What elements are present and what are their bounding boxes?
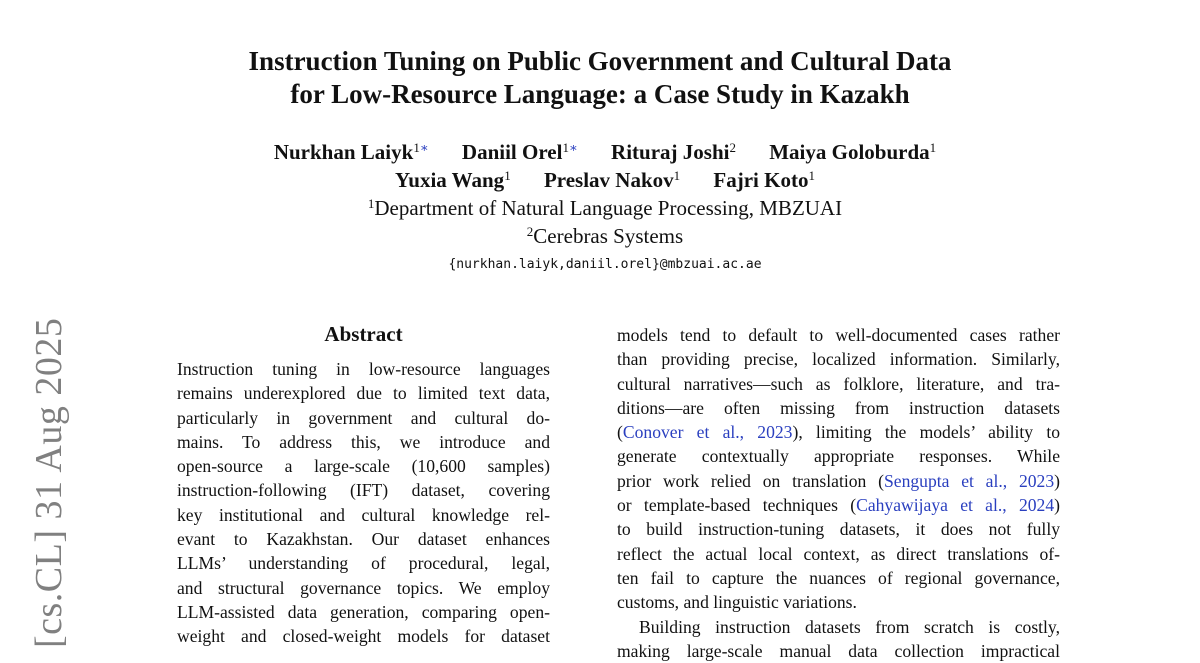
abstract-line: evant to Kazakhstan. Our dataset enhances	[177, 529, 550, 550]
body-line: or template-based techniques (Cahyawijaya et al., 2024)	[617, 495, 1060, 516]
abstract-line: remains underexplored due to limited text data,	[177, 383, 550, 404]
body-line: Building instruction datasets from scratch is costly,	[639, 616, 1060, 637]
citation-link[interactable]: Cahyawijaya et al., 2024	[856, 495, 1055, 516]
arxiv-sidebar-stamp: [cs.CL] 31 Aug 2025	[28, 317, 70, 648]
equal-contribution-mark[interactable]: ∗	[419, 140, 429, 155]
abstract-body	[177, 357, 550, 649]
abstract-line: Instruction tuning in low-resource languages	[177, 359, 550, 379]
body-line: (Conover et al., 2023), limiting the models’ ability to	[617, 422, 1060, 443]
author-row-1	[0, 138, 1200, 166]
author: Yuxia Wang$^1$	[395, 168, 511, 192]
abstract-line: particularly in government and cultural do-	[177, 407, 550, 428]
abstract-line: LLMs’ understanding of procedural, legal,	[177, 553, 550, 574]
abstract-heading: Abstract	[324, 322, 403, 346]
author: Fajri Koto$^1$	[713, 168, 815, 192]
abstract-line: instruction-following (IFT) dataset, covering	[177, 480, 550, 501]
abstract-line: LLM-assisted data generation, comparing open-	[177, 601, 550, 622]
body-line: customs, and linguistic variations.	[617, 592, 857, 613]
title-line-2: for Low-Resource Language: a Case Study in Kazakh	[290, 79, 910, 109]
affiliation-1: $^1$Department of Natural Language Processing, MBZUAI	[367, 196, 843, 220]
body-line: to build instruction-tuning datasets, it does not fully	[617, 519, 1060, 540]
author: Rituraj Joshi$^2$	[611, 140, 736, 164]
body-line: cultural narratives—such as folklore, literature, and tra-	[617, 373, 1060, 394]
abstract-line: mains. To address this, we introduce and	[177, 431, 550, 452]
body-line: ditions—are often missing from instruction datasets	[617, 397, 1060, 418]
body-line: generate contextually appropriate responses. While	[617, 446, 1060, 467]
introduction-body	[617, 323, 1060, 663]
author: Preslav Nakov$^1$	[543, 168, 681, 192]
citation-link[interactable]: Sengupta et al., 2023	[883, 470, 1055, 491]
author-list	[0, 138, 1200, 194]
body-line: making large-scale manual data collection impractical	[617, 640, 1060, 661]
abstract-line: and structural governance topics. We employ	[177, 577, 550, 598]
author-row-2	[0, 166, 1200, 194]
body-line: than providing precise, localized information. Similarly,	[617, 349, 1060, 370]
author: Maiya Goloburda$^1$	[769, 140, 937, 164]
author-email: {nurkhan.laiyk,daniil.orel}@mbzuai.ac.ae	[448, 257, 762, 272]
author: Nurkhan Laiyk$^{1∗}$	[273, 140, 429, 164]
citation-link[interactable]: Conover et al., 2023	[622, 422, 793, 443]
author: Daniil Orel$^{1∗}$	[461, 140, 578, 164]
abstract-line: open-source a large-scale (10,600 samples)	[177, 456, 550, 477]
abstract-line: key institutional and cultural knowledge rel-	[177, 504, 550, 525]
body-line: reflect the actual local context, as direct translations of-	[617, 543, 1060, 564]
paper-title	[0, 45, 1200, 111]
abstract-line: weight and closed-weight models for dataset	[177, 626, 550, 647]
body-line: prior work relied on translation (Sengupta et al., 2023)	[617, 470, 1060, 491]
body-line: ten fail to capture the nuances of regional governance,	[617, 567, 1060, 588]
body-line: models tend to default to well-documented cases rather	[617, 325, 1060, 345]
title-line-1: Instruction Tuning on Public Government and Cultural Data	[248, 46, 952, 76]
equal-contribution-mark[interactable]: ∗	[568, 140, 578, 155]
affiliation-2: $^2$Cerebras Systems	[526, 224, 684, 248]
